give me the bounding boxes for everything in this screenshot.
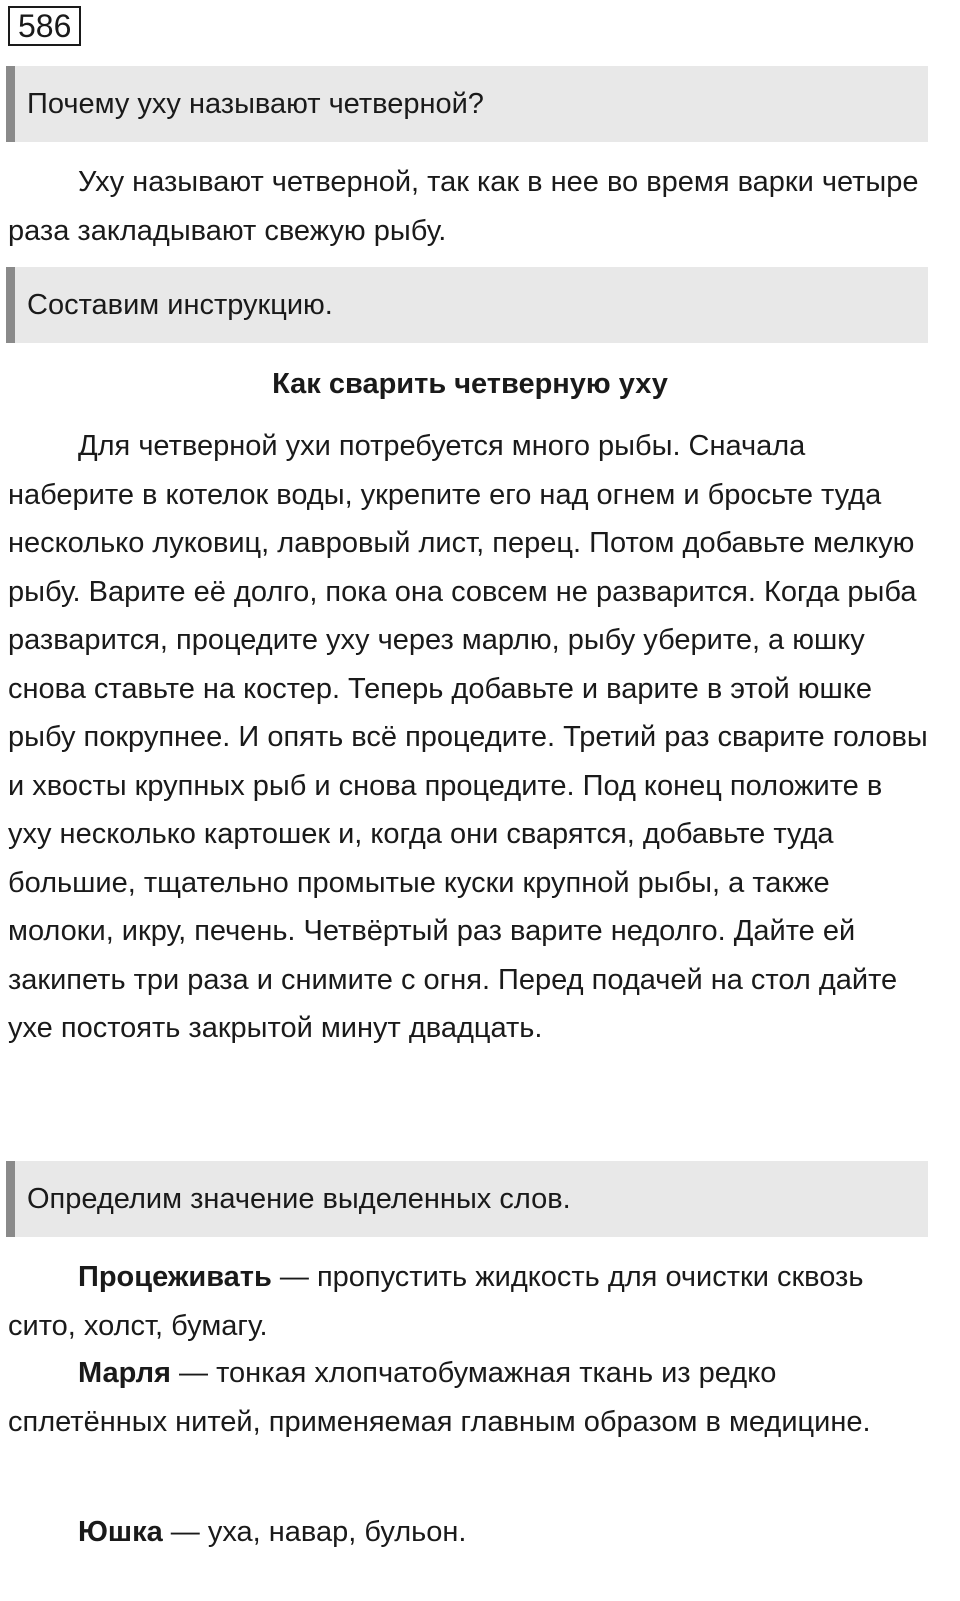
answer-paragraph-1: Уху называют четверной, так как в нее во время варки четыре раза закладывают свежую рыбу. — [8, 166, 919, 247]
definition-term: Процеживать — [78, 1261, 272, 1293]
definition-item-3 — [8, 1508, 932, 1557]
question-text-1: Почему уху называют четверной? — [27, 87, 484, 120]
instruction-paragraph: Для четверной ухи потребуется много рыбы. Сначала наберите в котелок воды, укрепите его над огнем и бросьте туда несколько луковиц, лавровый лист, перец. Потом добавьте мелкую рыбу. Варите её долго, пока она совсем не разварится. Когда рыба разварится, процедите уху через марлю, рыбу уберите, а юшку снова ставьте на костер. Теперь добавьте и варите в этой юшке рыбу покрупнее. И опять всё процедите. Третий раз сварите головы и хвосты крупных рыб и снова процедите. Под конец положите в уху несколько картошек и, когда они сварятся, добавьте туда большие, тщательно промытые куски крупной рыбы, а также молоки, икру, печень. Четвёртый раз варите недолго. Дайте ей закипеть три раза и снимите с огня. Перед подачей на стол дайте ухе постоять закрытой минут двадцать. — [8, 430, 928, 1044]
question-callout-3 — [6, 1161, 928, 1237]
definition-text: — тонкая хлопчатобумажная ткань из редко сплетённых нитей, применяемая главным образом в медицине. — [8, 1357, 871, 1438]
question-text-3: Определим значение выделенных слов. — [27, 1182, 571, 1215]
question-text-2: Составим инструкцию. — [27, 288, 333, 321]
question-callout-2 — [6, 267, 928, 343]
definition-item-1 — [8, 1253, 932, 1350]
task-number: 586 — [8, 6, 81, 46]
definition-item-2 — [8, 1349, 932, 1446]
question-callout-1 — [6, 66, 928, 142]
definition-text: — пропустить жидкость для очистки сквозь сито, холст, бумагу. — [8, 1261, 864, 1342]
definition-term: Юшка — [78, 1516, 163, 1548]
definition-text: — уха, навар, бульон. — [162, 1516, 467, 1548]
definition-term: Марля — [78, 1357, 171, 1389]
instruction-title: Как сварить четверную уху — [272, 368, 668, 400]
